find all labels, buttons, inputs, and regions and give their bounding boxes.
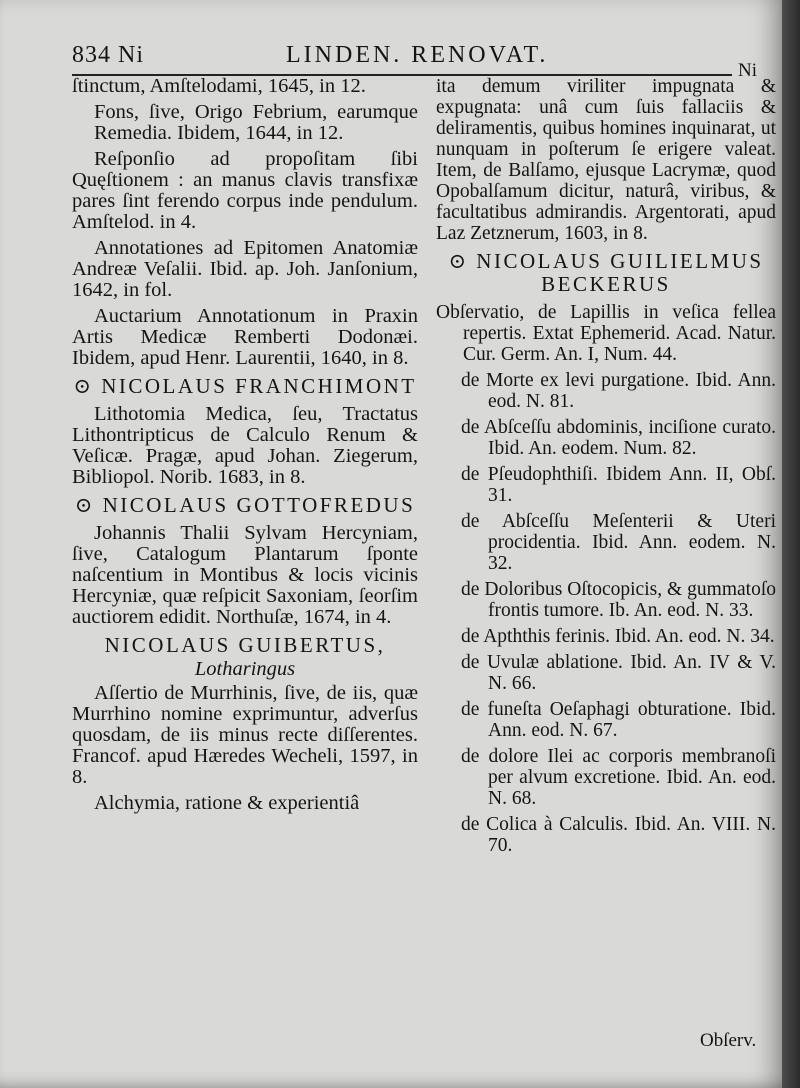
entry: de funeſta Oeſaphagi obturatione. Ibid. Ann. eod. N. 67.	[461, 699, 776, 741]
entry: Auctarium Annotationum in Praxin Artis Medicæ Remberti Dodonæi. Ibidem, apud Henr. Laurentii, 1640, in 8.	[72, 305, 418, 369]
entry: Aſſertio de Murrhinis, ſive, de iis, quæ Murrhino nomine exprimuntur, adverſus quosdam, de iis minus recte diſſerentes. Francof. apud Hæredes Wecheli, 1597, in 8.	[72, 682, 418, 788]
left-column	[72, 76, 418, 819]
header-abbreviation: Ni	[118, 42, 144, 68]
entry: Lithotomia Medica, ſeu, Tractatus Lithontripticus de Calculo Renum & Veſicæ. Pragæ, apud Johan. Ziegerum, Bibliopol. Norib. 1683, in 8.	[72, 403, 418, 488]
entry: de Doloribus Oſtocopicis, & gummatoſo frontis tumore. Ib. An. eod. N. 33.	[461, 579, 776, 621]
entry: de Abſceſſu abdominis, inciſione curato. Ibid. An. eodem. Num. 82.	[461, 417, 776, 459]
entry: de Colica à Calculis. Ibid. An. VIII. N. 70.	[461, 814, 776, 856]
entry: de Apththis ferinis. Ibid. An. eod. N. 34.	[461, 626, 775, 647]
entry: de Abſceſſu Meſenterii & Uteri procidentia. Ibid. Ann. eodem. N. 32.	[461, 511, 776, 574]
entry: Fons, ſive, Origo Febrium, earumque Remedia. Ibidem, 1644, in 12.	[94, 101, 418, 144]
entry: ita demum viriliter impugnata & expugnata: unâ cum ſuis fallaciis & deliramentis, quibus homines inquinarat, ut nunquam in poſterum ſe erigere valeat. Item, de Balſamo, ejusque Lacrymæ, quod Opobalſamum dicitur, naturâ, viribus, & facultatibus admirandis. Argentorati, apud Laz Zetznerum, 1603, in 8.	[436, 76, 776, 244]
entry: Obſervatio, de Lapillis in veſica fellea repertis. Extat Ephemerid. Acad. Natur. Cur. Germ. An. I, Num. 44.	[436, 302, 776, 365]
entry: de Uvulæ ablatione. Ibid. An. IV & V. N. 66.	[461, 652, 776, 694]
entry: Annotationes ad Epitomen Anatomiæ Andreæ Veſalii. Ibid. ap. Joh. Janſonium, 1642, in fol.	[72, 237, 418, 301]
right-column	[436, 76, 776, 861]
entry: Johannis Thalii Sylvam Hercyniam, ſive, Catalogum Plantarum ſponte naſcentium in Montibus & locis vicinis Hercyniæ, quæ reſpicit Saxoniam, ſeorſim auctiorem edidit. Northuſæ, 1674, in 4.	[72, 522, 418, 628]
entry: ſtinctum, Amſtelodami, 1645, in 12.	[72, 75, 366, 97]
entry: Reſponſio ad propoſitam ſibi Quęſtionem : an manus clavis transfixæ pares ſint ferendo corpus inde pendulum. Amſtelod. in 4.	[72, 148, 418, 233]
catchword: Obſerv.	[700, 1030, 757, 1051]
author-heading: ⊙ NICOLAUS FRANCHIMONT	[73, 374, 417, 398]
binding-gutter	[782, 0, 800, 1088]
header-right-abbreviation: Ni	[738, 60, 757, 81]
author-origin: Lotharingus	[194, 658, 296, 680]
author-heading: NICOLAUS GUIBERTUS,	[104, 633, 386, 657]
running-title: LINDEN. RENOVAT.	[286, 42, 549, 68]
entry: Alchymia, ratione & experientiâ	[94, 792, 360, 814]
author-heading: ⊙ NICOLAUS GUILIELMUS BECKERUS	[448, 249, 764, 296]
entry: de Pſeudophthiſi. Ibidem Ann. II, Obſ. 31.	[461, 464, 776, 506]
entry: de Morte ex levi purgatione. Ibid. Ann. eod. N. 81.	[461, 370, 776, 412]
author-heading: ⊙ NICOLAUS GOTTOFREDUS	[74, 493, 416, 517]
entry: de dolore Ilei ac corporis membranoſi per alvum excretione. Ibid. An. eod. N. 68.	[461, 746, 776, 809]
running-header	[72, 42, 772, 78]
page-number: 834	[72, 42, 111, 68]
